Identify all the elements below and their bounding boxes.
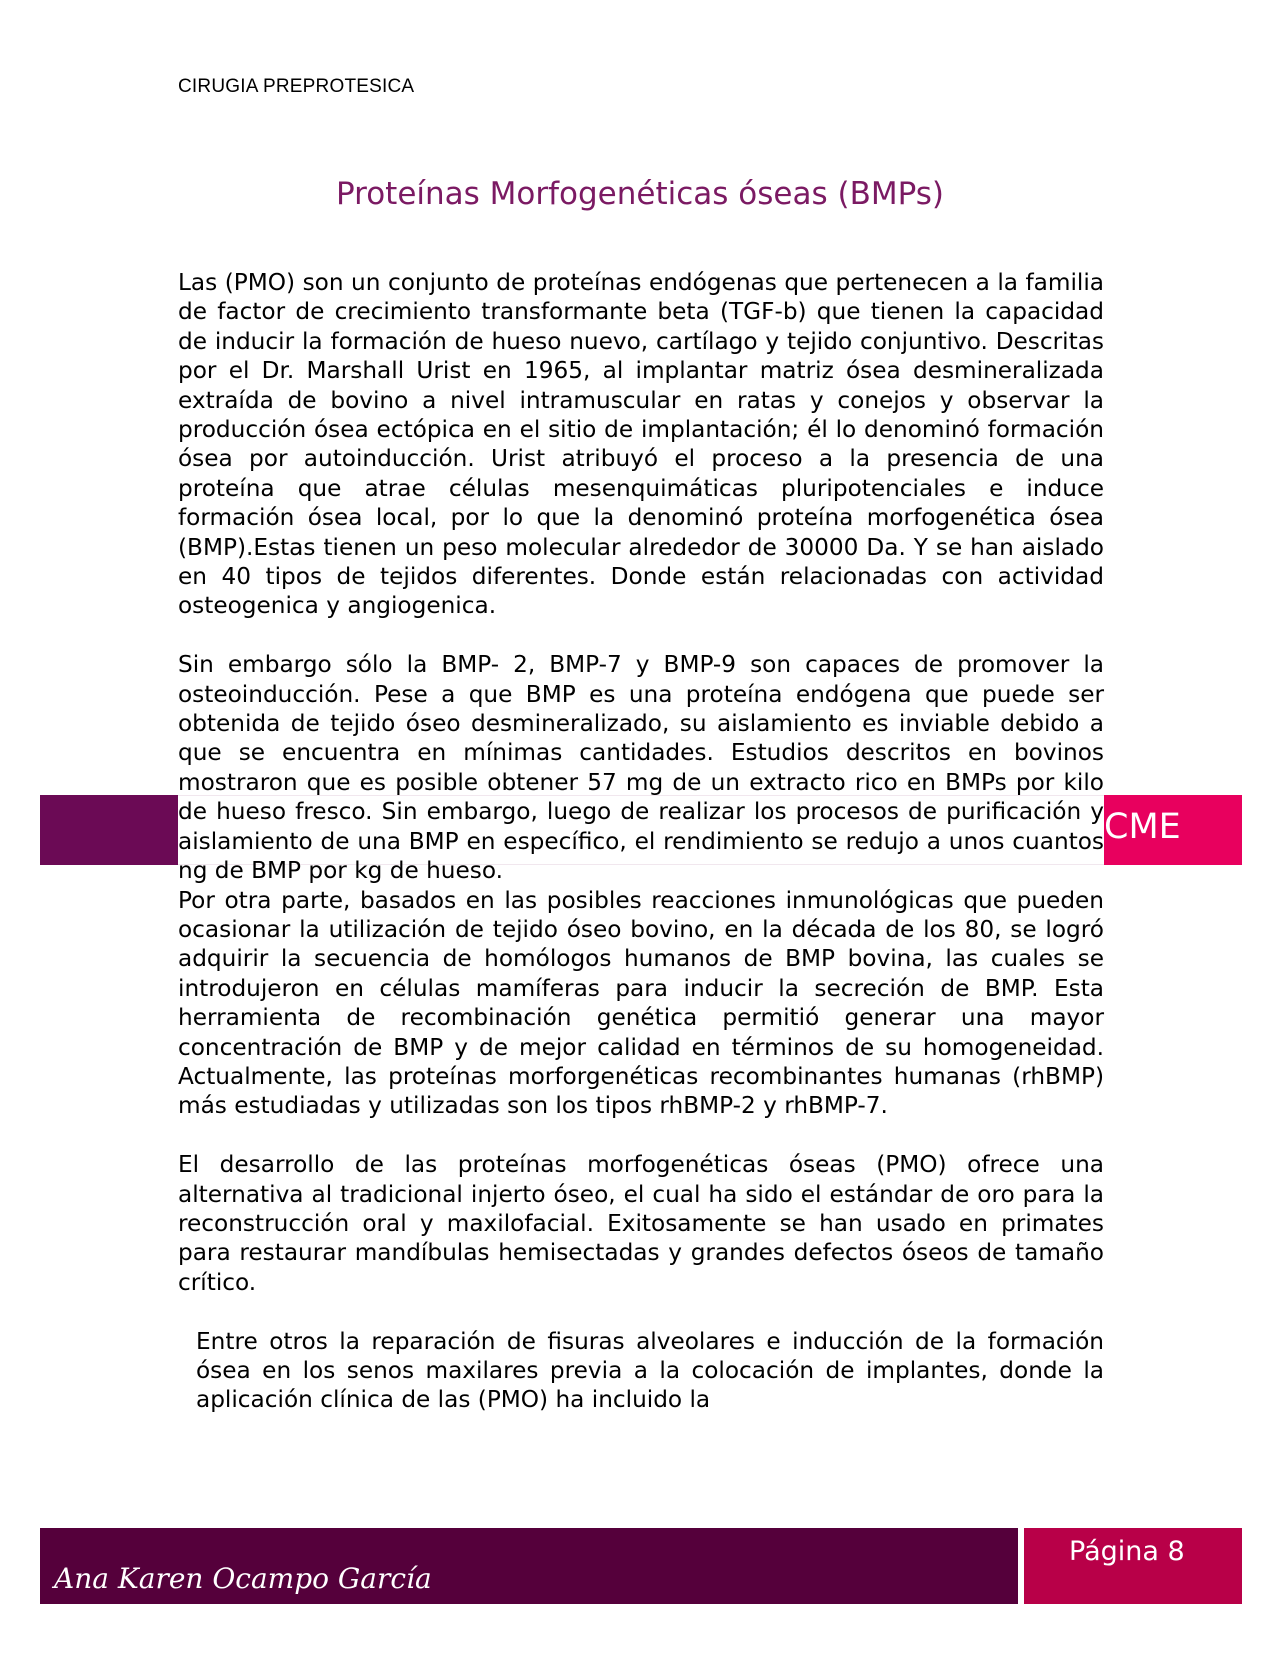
footer-author-bar	[40, 1528, 1018, 1604]
page-title: Proteínas Morfogenéticas óseas (BMPs)	[336, 176, 944, 212]
document-body	[178, 268, 1104, 1415]
band-label: CME	[1104, 807, 1181, 847]
paragraph-4: El desarrollo de las proteínas morfogenéticas óseas (PMO) ofrece una alternativa al tradicional injerto óseo, el cual ha sido el estándar de oro para la reconstrucción oral y maxilofacial. Exitosamente se han usado en primates para restaurar mandíbulas hemisectadas y grandes defectos óseos de tamaño crítico.	[178, 1151, 1104, 1296]
footer-page-box	[1024, 1528, 1242, 1604]
footer-author: Ana Karen Ocampo García	[54, 1562, 432, 1595]
running-header: CIRUGIA PREPROTESICA	[178, 76, 415, 97]
decorative-band-left	[40, 795, 178, 865]
paragraph-3: Por otra parte, basados en las posibles reacciones inmunológicas que pueden ocasionar la utilización de tejido óseo bovino, en la década de los 80, se logró adquirir la secuencia de homólogos humanos de BMP bovina, las cuales se introdujeron en células mamíferas para inducir la secreción de BMP. Esta herramienta de recombinación genética permitió generar una mayor concentración de BMP y de mejor calidad en términos de su homogeneidad. Actualmente, las proteínas morforgenéticas recombinantes humanas (rhBMP) más estudiadas y utilizadas son los tipos rhBMP-2 y rhBMP-7.	[178, 886, 1104, 1120]
decorative-band-right	[1104, 795, 1242, 865]
paragraph-spacer	[178, 1121, 1104, 1150]
page-number: Página 8	[1069, 1536, 1185, 1567]
paragraph-1: Las (PMO) son un conjunto de proteínas endógenas que pertenecen a la familia de factor de crecimiento transformante beta (TGF-b) que tienen la capacidad de inducir la formación de hueso nuevo, cartílago y tejido conjuntivo. Descritas por el Dr. Marshall Urist en 1965, al implantar matriz ósea desmineralizada extraída de bovino a nivel intramuscular en ratas y conejos y observar la producción ósea ectópica en el sitio de implantación; él lo denominó formación ósea por autoinducción. Urist atribuyó el proceso a la presencia de una proteína que atrae células mesenquimáticas pluripotenciales e induce formación ósea local, por lo que la denominó proteína morfogenética ósea (BMP).Estas tienen un peso molecular alrededor de 30000 Da. Y se han aislado en 40 tipos de tejidos diferentes. Donde están relacionadas con actividad osteogenica y angiogenica.	[178, 269, 1104, 620]
paragraph-5: Entre otros la reparación de fisuras alveolares e inducción de la formación ósea en los senos maxilares previa a la colocación de implantes, donde la aplicación clínica de las (PMO) ha incluido la	[196, 1327, 1104, 1414]
paragraph-2: Sin embargo sólo la BMP- 2, BMP-7 y BMP-9 son capaces de promover la osteoinducción. Pese a que BMP es una proteína endógena que puede ser obtenida de tejido óseo desmineralizado, su aislamiento es inviable debido a que se encuentra en mínimas cantidades. Estudios descritos en bovinos mostraron que es posible obtener 57 mg de un extracto rico en BMPs por kilo de hueso fresco. Sin embargo, luego de realizar los procesos de purificación y aislamiento de una BMP en específico, el rendimiento se redujo a unos cuantos ng de BMP por kg de hueso.	[178, 651, 1104, 885]
paragraph-spacer	[178, 1297, 1104, 1326]
paragraph-spacer	[178, 621, 1104, 650]
